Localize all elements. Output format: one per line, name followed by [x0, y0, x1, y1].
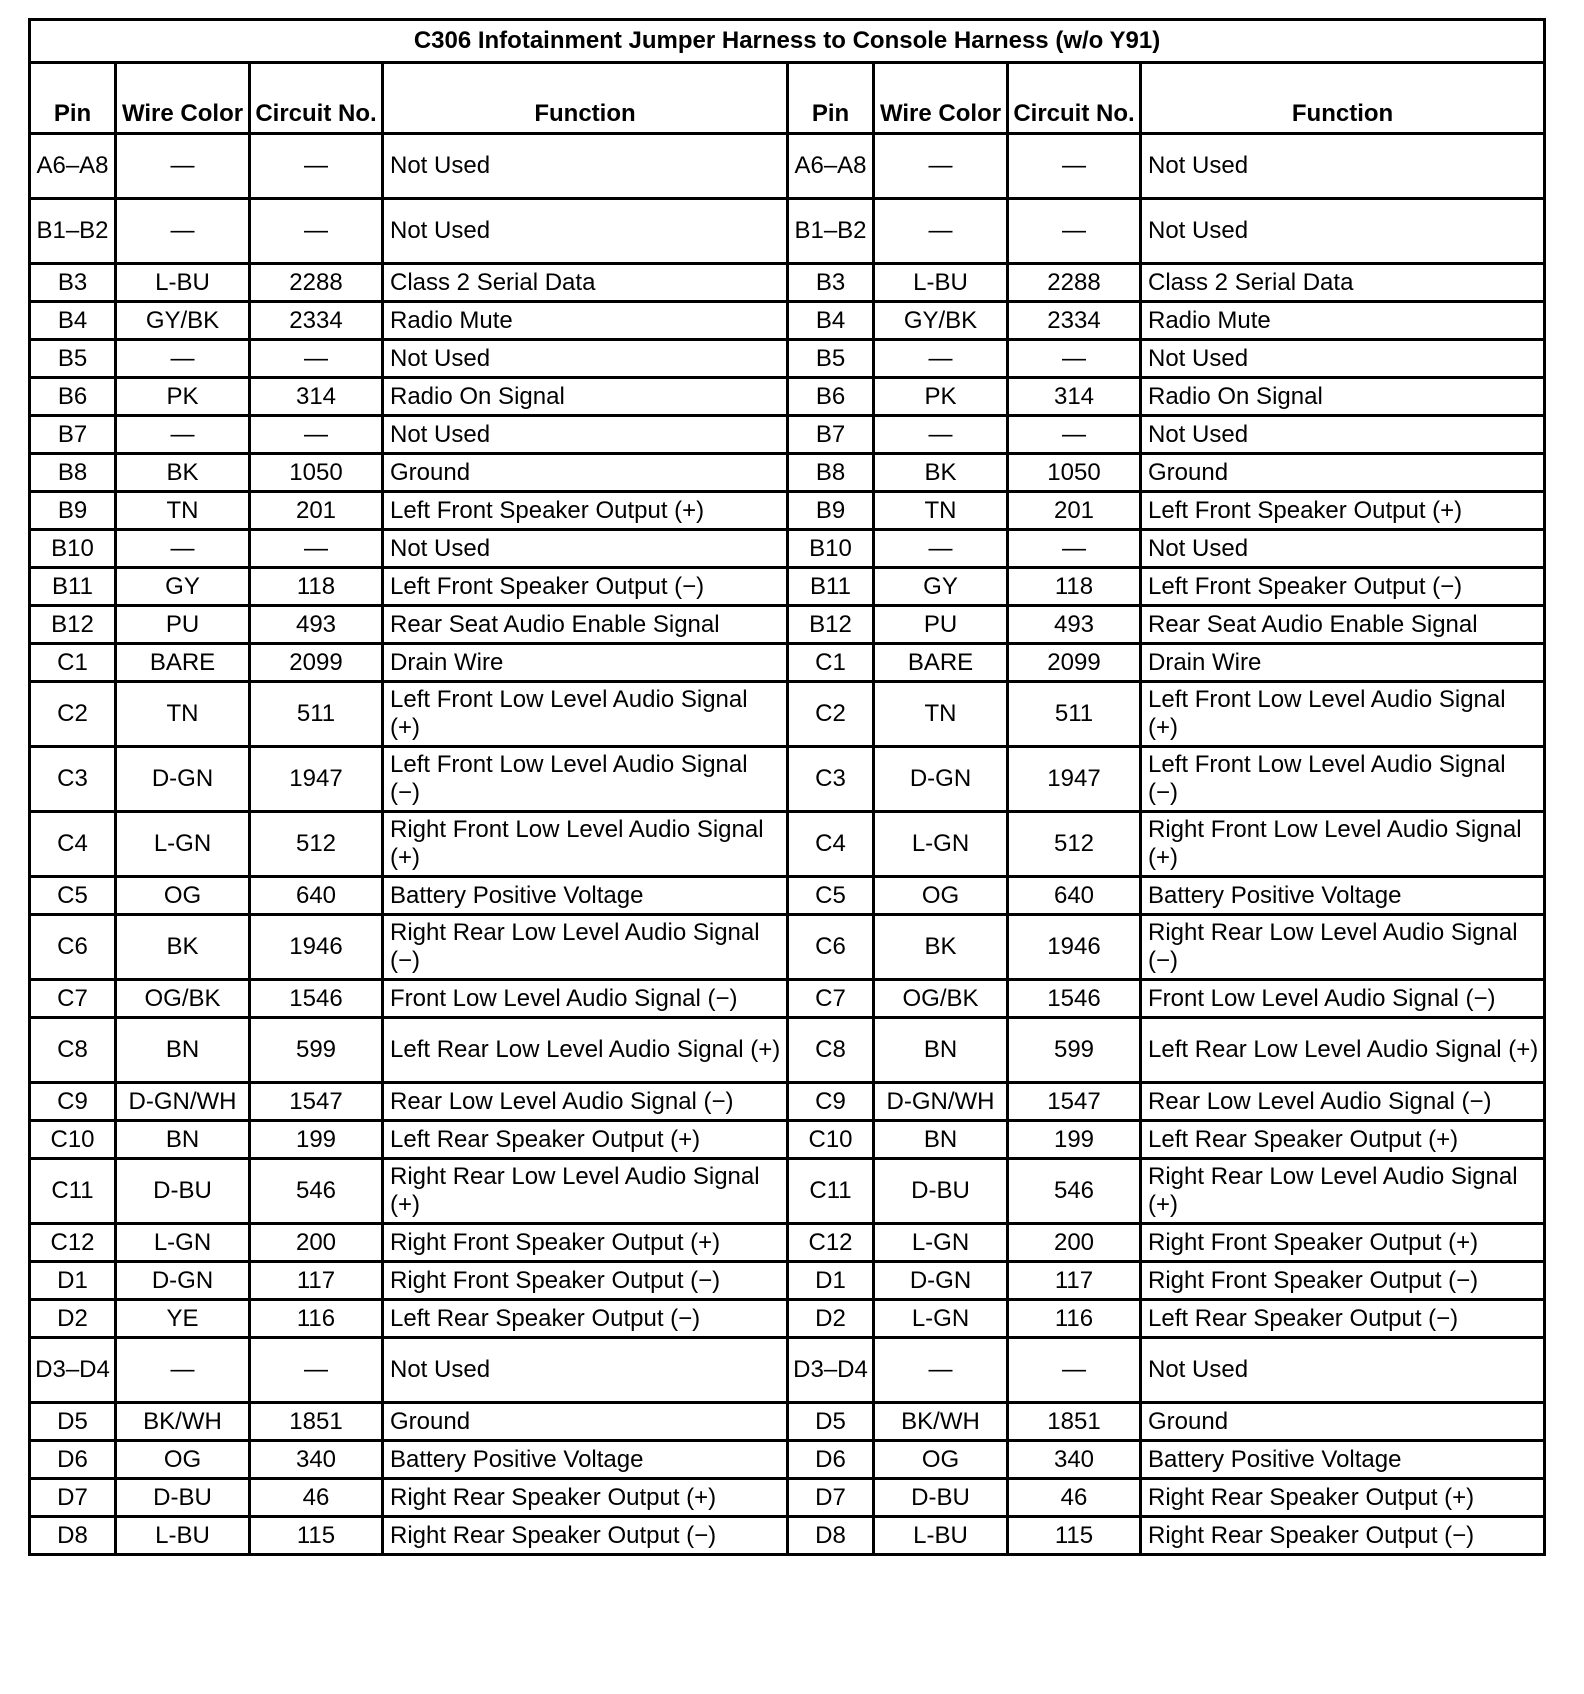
header-pin: Pin: [788, 63, 874, 134]
left-circuit-cell: 1546: [250, 980, 383, 1018]
left-circuit-cell: 1947: [250, 747, 383, 812]
left-circuit-cell: 493: [250, 606, 383, 644]
right-function-cell: Rear Low Level Audio Signal (−): [1141, 1083, 1545, 1121]
right-pin-cell: B6: [788, 378, 874, 416]
left-wire-color-cell: —: [116, 416, 250, 454]
header-function: Function: [383, 63, 788, 134]
table-row: [30, 1262, 1545, 1300]
left-pin-cell: B10: [30, 530, 116, 568]
table-row: [30, 606, 1545, 644]
left-pin-cell: C9: [30, 1083, 116, 1121]
left-wire-color-cell: PU: [116, 606, 250, 644]
left-function-cell: Not Used: [383, 530, 788, 568]
right-pin-cell: B11: [788, 568, 874, 606]
left-wire-color-cell: BK: [116, 454, 250, 492]
right-wire-color-cell: PU: [874, 606, 1008, 644]
left-function-cell: Drain Wire: [383, 644, 788, 682]
right-circuit-cell: —: [1008, 199, 1141, 264]
right-wire-color-cell: L-GN: [874, 1300, 1008, 1338]
right-circuit-cell: 1547: [1008, 1083, 1141, 1121]
right-circuit-cell: 493: [1008, 606, 1141, 644]
right-pin-cell: B12: [788, 606, 874, 644]
left-function-cell: Not Used: [383, 134, 788, 199]
right-wire-color-cell: BK: [874, 454, 1008, 492]
left-wire-color-cell: OG: [116, 1441, 250, 1479]
left-function-cell: Radio Mute: [383, 302, 788, 340]
right-pin-cell: B3: [788, 264, 874, 302]
table-row: [30, 915, 1545, 980]
table-row: [30, 682, 1545, 747]
table-row: [30, 1083, 1545, 1121]
left-function-cell: Rear Low Level Audio Signal (−): [383, 1083, 788, 1121]
table-row: [30, 134, 1545, 199]
left-pin-cell: C10: [30, 1121, 116, 1159]
left-function-cell: Not Used: [383, 340, 788, 378]
table-row: [30, 1338, 1545, 1403]
table-row: [30, 416, 1545, 454]
left-function-cell: Right Rear Low Level Audio Signal (+): [383, 1159, 788, 1224]
left-wire-color-cell: TN: [116, 492, 250, 530]
right-function-cell: Left Rear Speaker Output (−): [1141, 1300, 1545, 1338]
left-circuit-cell: 116: [250, 1300, 383, 1338]
right-pin-cell: C11: [788, 1159, 874, 1224]
left-pin-cell: D5: [30, 1403, 116, 1441]
right-function-cell: Not Used: [1141, 340, 1545, 378]
header-function: Function: [1141, 63, 1545, 134]
left-circuit-cell: 1946: [250, 915, 383, 980]
left-function-cell: Front Low Level Audio Signal (−): [383, 980, 788, 1018]
right-pin-cell: B10: [788, 530, 874, 568]
left-pin-cell: C11: [30, 1159, 116, 1224]
left-pin-cell: D6: [30, 1441, 116, 1479]
right-wire-color-cell: PK: [874, 378, 1008, 416]
right-function-cell: Left Front Low Level Audio Signal (−): [1141, 747, 1545, 812]
table-row: [30, 454, 1545, 492]
table-row: [30, 812, 1545, 877]
left-wire-color-cell: BK: [116, 915, 250, 980]
left-circuit-cell: 199: [250, 1121, 383, 1159]
left-wire-color-cell: L-GN: [116, 1224, 250, 1262]
right-pin-cell: C10: [788, 1121, 874, 1159]
right-circuit-cell: 340: [1008, 1441, 1141, 1479]
table-row: [30, 568, 1545, 606]
left-function-cell: Battery Positive Voltage: [383, 1441, 788, 1479]
left-wire-color-cell: OG/BK: [116, 980, 250, 1018]
right-wire-color-cell: OG/BK: [874, 980, 1008, 1018]
left-function-cell: Ground: [383, 454, 788, 492]
left-circuit-cell: 640: [250, 877, 383, 915]
right-pin-cell: C9: [788, 1083, 874, 1121]
right-function-cell: Not Used: [1141, 416, 1545, 454]
right-pin-cell: C5: [788, 877, 874, 915]
left-pin-cell: B8: [30, 454, 116, 492]
right-circuit-cell: 1050: [1008, 454, 1141, 492]
right-function-cell: Left Rear Speaker Output (+): [1141, 1121, 1545, 1159]
left-circuit-cell: 546: [250, 1159, 383, 1224]
right-wire-color-cell: OG: [874, 877, 1008, 915]
left-circuit-cell: 511: [250, 682, 383, 747]
left-pin-cell: B3: [30, 264, 116, 302]
right-wire-color-cell: TN: [874, 682, 1008, 747]
right-wire-color-cell: D-BU: [874, 1159, 1008, 1224]
left-function-cell: Left Rear Speaker Output (+): [383, 1121, 788, 1159]
right-wire-color-cell: L-GN: [874, 1224, 1008, 1262]
left-wire-color-cell: YE: [116, 1300, 250, 1338]
right-wire-color-cell: OG: [874, 1441, 1008, 1479]
left-wire-color-cell: D-GN: [116, 1262, 250, 1300]
left-wire-color-cell: L-BU: [116, 1517, 250, 1555]
right-function-cell: Front Low Level Audio Signal (−): [1141, 980, 1545, 1018]
right-wire-color-cell: GY: [874, 568, 1008, 606]
left-wire-color-cell: OG: [116, 877, 250, 915]
right-pin-cell: C7: [788, 980, 874, 1018]
left-wire-color-cell: —: [116, 199, 250, 264]
left-wire-color-cell: D-BU: [116, 1479, 250, 1517]
right-pin-cell: D3–D4: [788, 1338, 874, 1403]
right-circuit-cell: —: [1008, 530, 1141, 568]
right-pin-cell: D2: [788, 1300, 874, 1338]
left-pin-cell: C5: [30, 877, 116, 915]
right-circuit-cell: 116: [1008, 1300, 1141, 1338]
table-row: [30, 1159, 1545, 1224]
right-wire-color-cell: BARE: [874, 644, 1008, 682]
left-pin-cell: B4: [30, 302, 116, 340]
right-circuit-cell: 1546: [1008, 980, 1141, 1018]
right-pin-cell: D1: [788, 1262, 874, 1300]
right-function-cell: Not Used: [1141, 530, 1545, 568]
left-pin-cell: C3: [30, 747, 116, 812]
left-pin-cell: C8: [30, 1018, 116, 1083]
right-function-cell: Right Front Speaker Output (−): [1141, 1262, 1545, 1300]
left-pin-cell: D1: [30, 1262, 116, 1300]
right-wire-color-cell: L-GN: [874, 812, 1008, 877]
right-pin-cell: B7: [788, 416, 874, 454]
right-function-cell: Drain Wire: [1141, 644, 1545, 682]
header-circuit-no: Circuit No.: [1008, 63, 1141, 134]
left-circuit-cell: 314: [250, 378, 383, 416]
right-circuit-cell: 115: [1008, 1517, 1141, 1555]
left-function-cell: Not Used: [383, 416, 788, 454]
left-circuit-cell: 200: [250, 1224, 383, 1262]
left-wire-color-cell: L-GN: [116, 812, 250, 877]
left-function-cell: Left Front Speaker Output (−): [383, 568, 788, 606]
right-pin-cell: C4: [788, 812, 874, 877]
left-wire-color-cell: D-BU: [116, 1159, 250, 1224]
right-pin-cell: C1: [788, 644, 874, 682]
left-wire-color-cell: D-GN/WH: [116, 1083, 250, 1121]
left-pin-cell: C7: [30, 980, 116, 1018]
left-circuit-cell: 340: [250, 1441, 383, 1479]
left-function-cell: Right Rear Speaker Output (−): [383, 1517, 788, 1555]
left-circuit-cell: 2099: [250, 644, 383, 682]
right-pin-cell: D7: [788, 1479, 874, 1517]
right-pin-cell: C6: [788, 915, 874, 980]
left-pin-cell: B7: [30, 416, 116, 454]
left-function-cell: Right Rear Speaker Output (+): [383, 1479, 788, 1517]
right-wire-color-cell: —: [874, 416, 1008, 454]
right-pin-cell: B5: [788, 340, 874, 378]
left-circuit-cell: 1547: [250, 1083, 383, 1121]
right-circuit-cell: 314: [1008, 378, 1141, 416]
right-wire-color-cell: —: [874, 340, 1008, 378]
right-circuit-cell: 1946: [1008, 915, 1141, 980]
left-pin-cell: D2: [30, 1300, 116, 1338]
left-function-cell: Left Front Low Level Audio Signal (+): [383, 682, 788, 747]
header-pin: Pin: [30, 63, 116, 134]
right-circuit-cell: —: [1008, 340, 1141, 378]
left-pin-cell: D8: [30, 1517, 116, 1555]
left-pin-cell: B6: [30, 378, 116, 416]
left-pin-cell: C6: [30, 915, 116, 980]
left-function-cell: Right Rear Low Level Audio Signal (−): [383, 915, 788, 980]
left-wire-color-cell: BN: [116, 1018, 250, 1083]
table-row: [30, 877, 1545, 915]
right-wire-color-cell: —: [874, 134, 1008, 199]
left-wire-color-cell: —: [116, 340, 250, 378]
right-circuit-cell: 2099: [1008, 644, 1141, 682]
right-function-cell: Not Used: [1141, 134, 1545, 199]
right-wire-color-cell: —: [874, 1338, 1008, 1403]
right-wire-color-cell: TN: [874, 492, 1008, 530]
left-wire-color-cell: L-BU: [116, 264, 250, 302]
right-function-cell: Right Front Low Level Audio Signal (+): [1141, 812, 1545, 877]
table-row: [30, 492, 1545, 530]
right-circuit-cell: 512: [1008, 812, 1141, 877]
right-wire-color-cell: BN: [874, 1121, 1008, 1159]
left-circuit-cell: —: [250, 416, 383, 454]
left-circuit-cell: 1851: [250, 1403, 383, 1441]
left-pin-cell: B5: [30, 340, 116, 378]
left-circuit-cell: —: [250, 134, 383, 199]
left-wire-color-cell: GY: [116, 568, 250, 606]
left-pin-cell: B12: [30, 606, 116, 644]
left-pin-cell: B11: [30, 568, 116, 606]
connector-table: [28, 18, 1546, 1556]
right-function-cell: Radio On Signal: [1141, 378, 1545, 416]
left-wire-color-cell: —: [116, 134, 250, 199]
right-pin-cell: D8: [788, 1517, 874, 1555]
left-wire-color-cell: —: [116, 530, 250, 568]
right-circuit-cell: —: [1008, 1338, 1141, 1403]
header-circuit-no: Circuit No.: [250, 63, 383, 134]
left-pin-cell: C1: [30, 644, 116, 682]
right-pin-cell: A6–A8: [788, 134, 874, 199]
header-row: [30, 63, 1545, 134]
left-function-cell: Not Used: [383, 1338, 788, 1403]
right-wire-color-cell: BN: [874, 1018, 1008, 1083]
right-function-cell: Ground: [1141, 454, 1545, 492]
right-function-cell: Left Front Low Level Audio Signal (+): [1141, 682, 1545, 747]
left-wire-color-cell: GY/BK: [116, 302, 250, 340]
table-row: [30, 1403, 1545, 1441]
table-row: [30, 264, 1545, 302]
right-wire-color-cell: L-BU: [874, 264, 1008, 302]
table-row: [30, 302, 1545, 340]
right-circuit-cell: 199: [1008, 1121, 1141, 1159]
left-pin-cell: A6–A8: [30, 134, 116, 199]
left-pin-cell: B1–B2: [30, 199, 116, 264]
right-function-cell: Right Rear Speaker Output (−): [1141, 1517, 1545, 1555]
left-function-cell: Battery Positive Voltage: [383, 877, 788, 915]
right-pin-cell: D6: [788, 1441, 874, 1479]
left-circuit-cell: 117: [250, 1262, 383, 1300]
left-circuit-cell: —: [250, 199, 383, 264]
table-row: [30, 1441, 1545, 1479]
left-wire-color-cell: D-GN: [116, 747, 250, 812]
table-row: [30, 747, 1545, 812]
table-row: [30, 199, 1545, 264]
right-circuit-cell: 200: [1008, 1224, 1141, 1262]
left-function-cell: Rear Seat Audio Enable Signal: [383, 606, 788, 644]
left-function-cell: Left Rear Speaker Output (−): [383, 1300, 788, 1338]
left-function-cell: Not Used: [383, 199, 788, 264]
right-function-cell: Not Used: [1141, 199, 1545, 264]
left-pin-cell: C4: [30, 812, 116, 877]
right-wire-color-cell: D-GN: [874, 747, 1008, 812]
header-wire-color: Wire Color: [116, 63, 250, 134]
left-wire-color-cell: BARE: [116, 644, 250, 682]
left-pin-cell: C2: [30, 682, 116, 747]
left-circuit-cell: 2334: [250, 302, 383, 340]
right-function-cell: Not Used: [1141, 1338, 1545, 1403]
left-wire-color-cell: PK: [116, 378, 250, 416]
right-circuit-cell: 117: [1008, 1262, 1141, 1300]
header-wire-color: Wire Color: [874, 63, 1008, 134]
right-pin-cell: C2: [788, 682, 874, 747]
left-function-cell: Class 2 Serial Data: [383, 264, 788, 302]
right-wire-color-cell: GY/BK: [874, 302, 1008, 340]
right-wire-color-cell: BK/WH: [874, 1403, 1008, 1441]
right-pin-cell: C12: [788, 1224, 874, 1262]
right-circuit-cell: 599: [1008, 1018, 1141, 1083]
right-pin-cell: C8: [788, 1018, 874, 1083]
left-circuit-cell: 512: [250, 812, 383, 877]
table-row: [30, 340, 1545, 378]
left-circuit-cell: —: [250, 340, 383, 378]
table-row: [30, 530, 1545, 568]
left-wire-color-cell: BK/WH: [116, 1403, 250, 1441]
right-pin-cell: B8: [788, 454, 874, 492]
left-circuit-cell: 1050: [250, 454, 383, 492]
table-row: [30, 1224, 1545, 1262]
right-function-cell: Rear Seat Audio Enable Signal: [1141, 606, 1545, 644]
table-row: [30, 1479, 1545, 1517]
right-wire-color-cell: L-BU: [874, 1517, 1008, 1555]
left-function-cell: Radio On Signal: [383, 378, 788, 416]
right-function-cell: Right Rear Low Level Audio Signal (−): [1141, 915, 1545, 980]
table-row: [30, 644, 1545, 682]
table-row: [30, 1300, 1545, 1338]
right-circuit-cell: 46: [1008, 1479, 1141, 1517]
left-wire-color-cell: —: [116, 1338, 250, 1403]
right-wire-color-cell: D-BU: [874, 1479, 1008, 1517]
right-wire-color-cell: D-GN/WH: [874, 1083, 1008, 1121]
left-wire-color-cell: TN: [116, 682, 250, 747]
right-function-cell: Left Front Speaker Output (−): [1141, 568, 1545, 606]
right-circuit-cell: —: [1008, 134, 1141, 199]
right-pin-cell: C3: [788, 747, 874, 812]
left-circuit-cell: 201: [250, 492, 383, 530]
right-function-cell: Left Rear Low Level Audio Signal (+): [1141, 1018, 1545, 1083]
right-wire-color-cell: D-GN: [874, 1262, 1008, 1300]
left-circuit-cell: —: [250, 1338, 383, 1403]
left-pin-cell: B9: [30, 492, 116, 530]
right-circuit-cell: —: [1008, 416, 1141, 454]
left-circuit-cell: 599: [250, 1018, 383, 1083]
left-circuit-cell: —: [250, 530, 383, 568]
right-function-cell: Right Rear Low Level Audio Signal (+): [1141, 1159, 1545, 1224]
right-circuit-cell: 1851: [1008, 1403, 1141, 1441]
connector-table-container: [28, 18, 1543, 1556]
right-function-cell: Right Front Speaker Output (+): [1141, 1224, 1545, 1262]
right-pin-cell: D5: [788, 1403, 874, 1441]
left-function-cell: Right Front Speaker Output (+): [383, 1224, 788, 1262]
right-circuit-cell: 2334: [1008, 302, 1141, 340]
left-pin-cell: C12: [30, 1224, 116, 1262]
table-row: [30, 1121, 1545, 1159]
table-row: [30, 1517, 1545, 1555]
left-function-cell: Right Front Low Level Audio Signal (+): [383, 812, 788, 877]
left-function-cell: Left Front Low Level Audio Signal (−): [383, 747, 788, 812]
right-wire-color-cell: —: [874, 530, 1008, 568]
left-function-cell: Right Front Speaker Output (−): [383, 1262, 788, 1300]
right-pin-cell: B9: [788, 492, 874, 530]
right-function-cell: Class 2 Serial Data: [1141, 264, 1545, 302]
right-wire-color-cell: —: [874, 199, 1008, 264]
left-function-cell: Left Rear Low Level Audio Signal (+): [383, 1018, 788, 1083]
right-function-cell: Battery Positive Voltage: [1141, 877, 1545, 915]
left-circuit-cell: 2288: [250, 264, 383, 302]
table-title: C306 Infotainment Jumper Harness to Console Harness (w/o Y91): [30, 20, 1545, 63]
table-row: [30, 378, 1545, 416]
right-circuit-cell: 201: [1008, 492, 1141, 530]
right-circuit-cell: 546: [1008, 1159, 1141, 1224]
right-function-cell: Left Front Speaker Output (+): [1141, 492, 1545, 530]
left-pin-cell: D3–D4: [30, 1338, 116, 1403]
right-circuit-cell: 640: [1008, 877, 1141, 915]
left-circuit-cell: 46: [250, 1479, 383, 1517]
right-function-cell: Right Rear Speaker Output (+): [1141, 1479, 1545, 1517]
right-function-cell: Radio Mute: [1141, 302, 1545, 340]
table-row: [30, 1018, 1545, 1083]
left-circuit-cell: 115: [250, 1517, 383, 1555]
left-pin-cell: D7: [30, 1479, 116, 1517]
left-function-cell: Left Front Speaker Output (+): [383, 492, 788, 530]
right-circuit-cell: 118: [1008, 568, 1141, 606]
right-function-cell: Battery Positive Voltage: [1141, 1441, 1545, 1479]
right-pin-cell: B1–B2: [788, 199, 874, 264]
right-circuit-cell: 2288: [1008, 264, 1141, 302]
right-wire-color-cell: BK: [874, 915, 1008, 980]
left-circuit-cell: 118: [250, 568, 383, 606]
right-pin-cell: B4: [788, 302, 874, 340]
table-row: [30, 980, 1545, 1018]
table-body: [30, 134, 1545, 1555]
right-circuit-cell: 1947: [1008, 747, 1141, 812]
left-wire-color-cell: BN: [116, 1121, 250, 1159]
right-circuit-cell: 511: [1008, 682, 1141, 747]
right-function-cell: Ground: [1141, 1403, 1545, 1441]
left-function-cell: Ground: [383, 1403, 788, 1441]
